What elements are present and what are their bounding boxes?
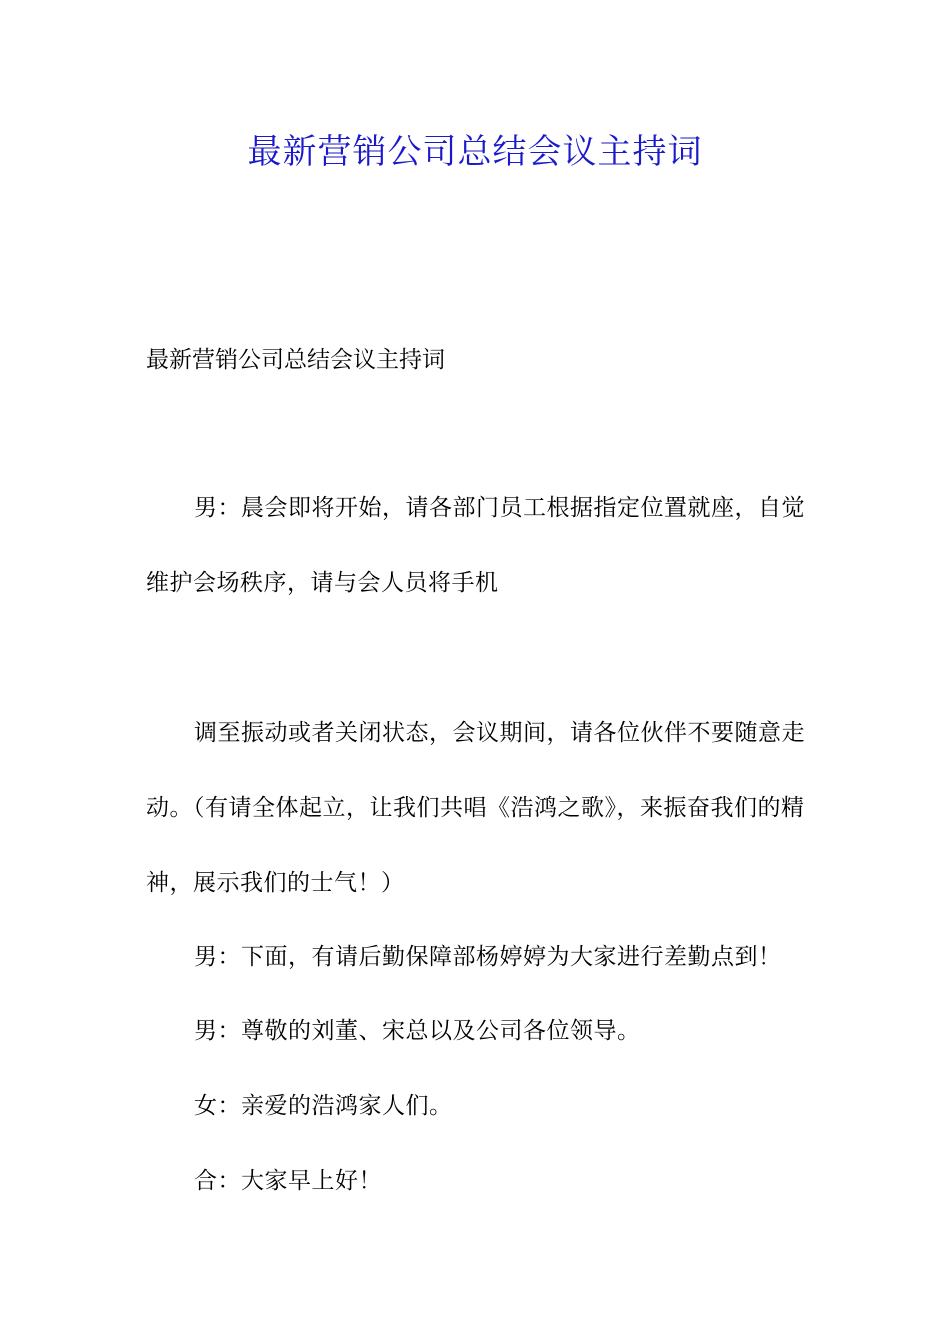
- dialogue-line-3: 女：亲爱的浩鸿家人们。: [194, 1093, 453, 1119]
- paragraph-2: 调至振动或者关闭状态，会议期间，请各位伙伴不要随意走动。（有请全体起立，让我们共唱《浩鸿之歌》，来振奋我们的精神，展示我们的士气！）: [146, 720, 805, 896]
- dialogue-line-2: 男：尊敬的刘董、宋总以及公司各位领导。: [194, 1018, 641, 1044]
- document-subtitle: 最新营销公司总结会议主持词: [146, 347, 445, 373]
- document-title: 最新营销公司总结会议主持词: [247, 132, 703, 172]
- dialogue-line-4: 合：大家早上好！: [194, 1168, 382, 1194]
- paragraph-1: 男：晨会即将开始，请各部门员工根据指定位置就座，自觉维护会场秩序，请与会人员将手机: [146, 495, 805, 596]
- dialogue-line-1: 男：下面，有请后勤保障部杨婷婷为大家进行差勤点到！: [194, 944, 782, 970]
